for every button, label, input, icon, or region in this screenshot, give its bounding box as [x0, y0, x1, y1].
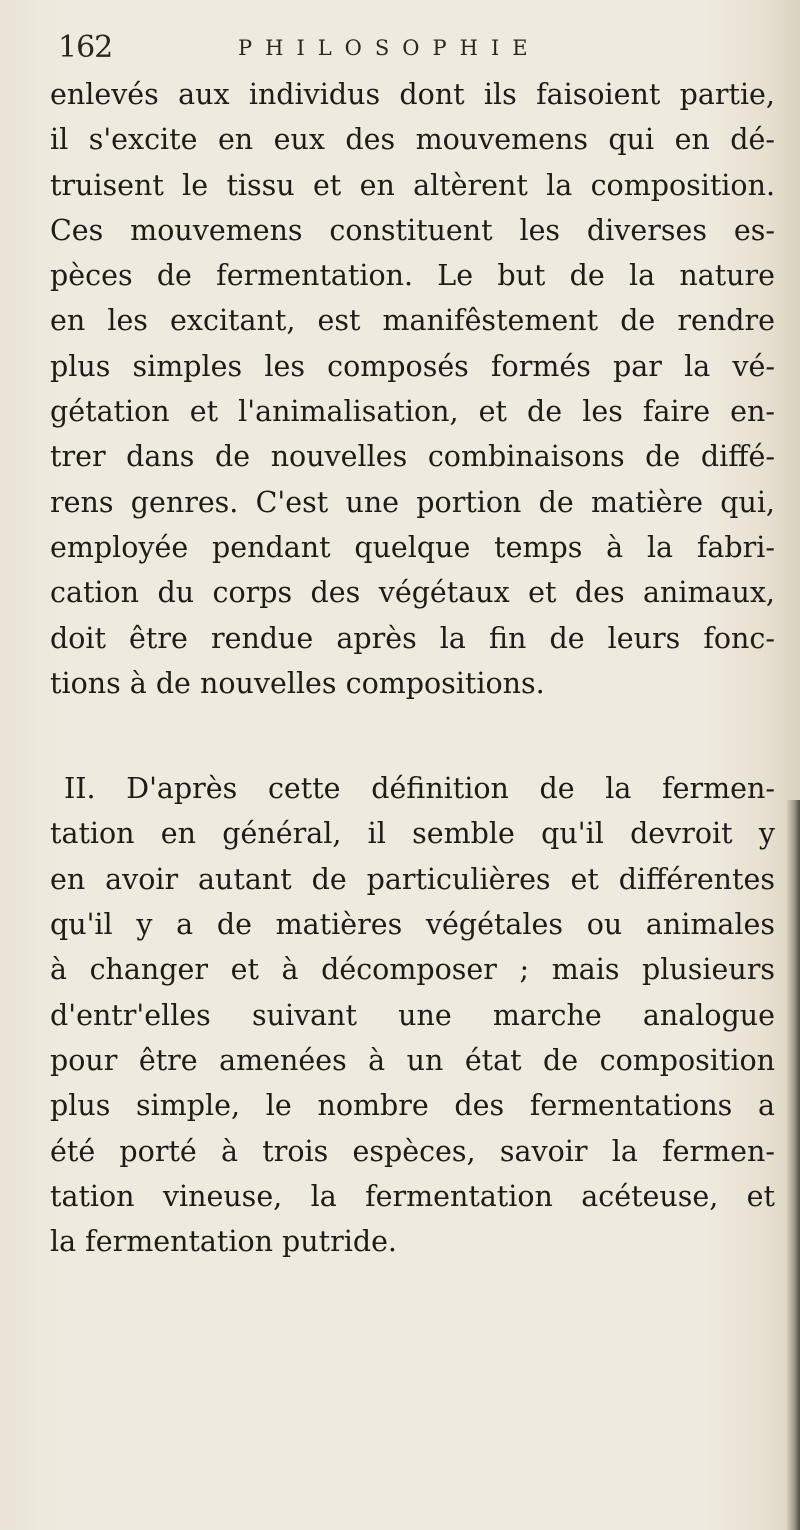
text-line: plus simple, le nombre des fermentations a — [50, 1089, 775, 1123]
text-line: Ces mouvemens constituent les diverses es- — [50, 213, 775, 247]
text-line: pour être amenées à un état de composition — [50, 1043, 775, 1077]
running-title: PHILOSOPHIE — [238, 36, 541, 60]
text-line: tions à de nouvelles compositions. — [50, 666, 545, 700]
text-line: II. D'après cette définition de la fermen- — [64, 772, 775, 806]
text-line: qu'il y a de matières végétales ou animales — [50, 908, 775, 942]
text-line: pèces de fermentation. Le but de la nature — [50, 259, 775, 293]
page-number: 162 — [58, 30, 113, 65]
text-line: rens genres. C'est une portion de matière qui, — [50, 485, 775, 519]
text-line: tation en général, il semble qu'il devroit y — [50, 817, 775, 851]
text-line: cation du corps des végétaux et des animaux, — [50, 576, 775, 610]
text-line: enlevés aux individus dont ils faisoient partie, — [50, 78, 775, 111]
text-line: plus simples les composés formés par la vé- — [50, 349, 775, 383]
text-line: à changer et à décomposer ; mais plusieurs — [50, 953, 775, 987]
text-line: trer dans de nouvelles combinaisons de diffé- — [50, 440, 775, 474]
text-line: la fermentation putride. — [50, 1225, 397, 1259]
paragraph-2 — [50, 766, 775, 1264]
text-line: en les excitant, est manifêstement de rendre — [50, 304, 775, 338]
paragraph-1 — [50, 72, 775, 706]
text-line: gétation et l'animalisation, et de les faire en- — [50, 395, 775, 429]
paragraph-gap — [50, 706, 775, 766]
body-text — [50, 72, 775, 1264]
text-line: employée pendant quelque temps à la fabri- — [50, 530, 775, 564]
text-line: il s'excite en eux des mouvemens qui en dé- — [50, 123, 775, 157]
text-line: en avoir autant de particulières et différentes — [50, 862, 775, 896]
text-line: d'entr'elles suivant une marche analogue — [50, 998, 775, 1032]
page-header — [58, 30, 758, 70]
page-edge-shadow — [786, 800, 800, 1530]
text-line: doit être rendue après la fin de leurs fonc- — [50, 621, 775, 655]
text-line: truisent le tissu et en altèrent la composition. — [50, 168, 775, 202]
text-line: été porté à trois espèces, savoir la fermen- — [50, 1134, 775, 1168]
text-line: tation vineuse, la fermentation acéteuse, et — [50, 1179, 775, 1213]
